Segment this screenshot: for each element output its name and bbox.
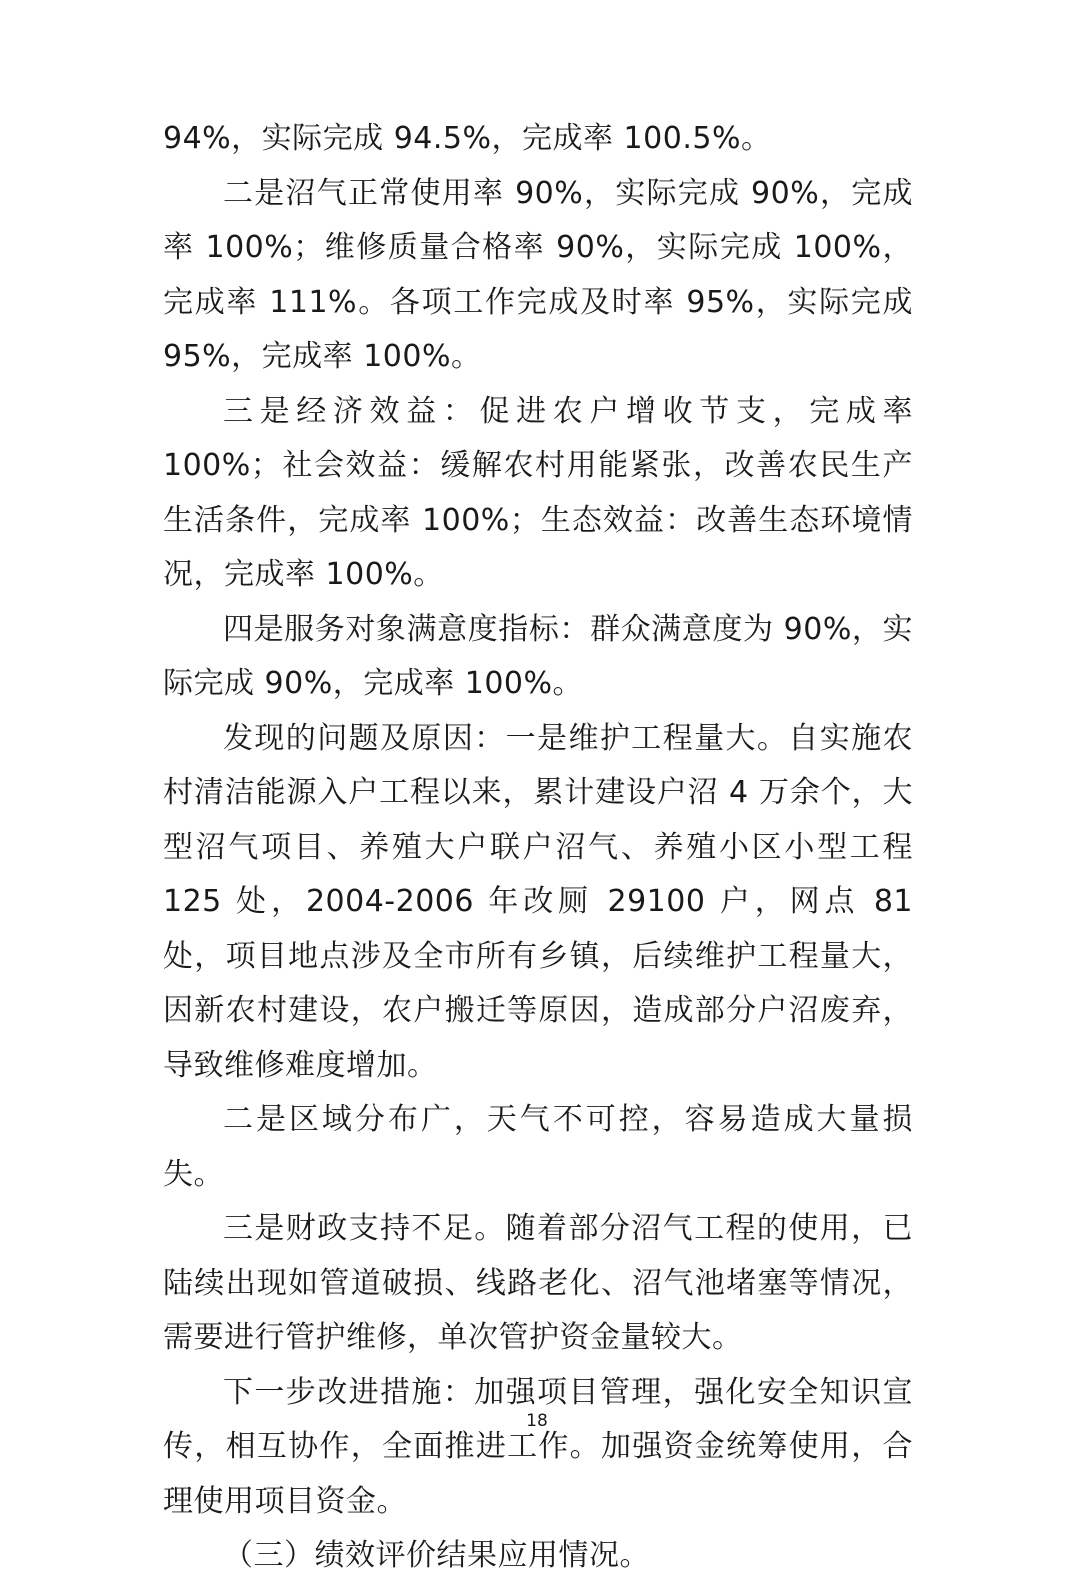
paragraph-improvements: 下一步改进措施：加强项目管理，强化安全知识宣传，相互协作，全面推进工作。加强资金统筹使用，合理使用项目资金。 — [163, 1374, 913, 1519]
document-body — [163, 112, 913, 1584]
section-heading: （三）绩效评价结果应用情况。 — [223, 1538, 650, 1573]
paragraph-problems: 发现的问题及原因：一是维护工程量大。自实施农村清洁能源入户工程以来，累计建设户沼 4 万余个，大型沼气项目、养殖大户联户沼气、养殖小区小型工程 125 处，2004-2006 年改厕 29100 户，网点 81 处，项目地点涉及全市所有乡镇，后续维护工程量大，因新农村建设，农户搬迁等原因，造成部分户沼废弃，导致维修难度增加。 — [163, 720, 913, 1083]
paragraph-continued: 94%，实际完成 94.5%，完成率 100.5%。 — [163, 121, 772, 156]
paragraph-satisfaction: 四是服务对象满意度指标：群众满意度为 90%，实际完成 90%，完成率 100%。 — [163, 611, 913, 701]
page-number: 18 — [526, 1411, 548, 1431]
paragraph-region: 二是区域分布广，天气不可控，容易造成大量损失。 — [163, 1102, 913, 1192]
paragraph-biogas-usage: 二是沼气正常使用率 90%，实际完成 90%，完成率 100%；维修质量合格率 90%，实际完成 100%，完成率 111%。各项工作完成及时率 95%，实际完成 95%，完成率 100%。 — [163, 175, 913, 374]
paragraph-benefits: 三是经济效益：促进农户增收节支，完成率 100%；社会效益：缓解农村用能紧张，改善农民生产生活条件，完成率 100%；生态效益：改善生态环境情况，完成率 100%。 — [163, 393, 913, 592]
paragraph-finance: 三是财政支持不足。随着部分沼气工程的使用，已陆续出现如管道破损、线路老化、沼气池堵塞等情况，需要进行管护维修，单次管护资金量较大。 — [163, 1211, 913, 1355]
